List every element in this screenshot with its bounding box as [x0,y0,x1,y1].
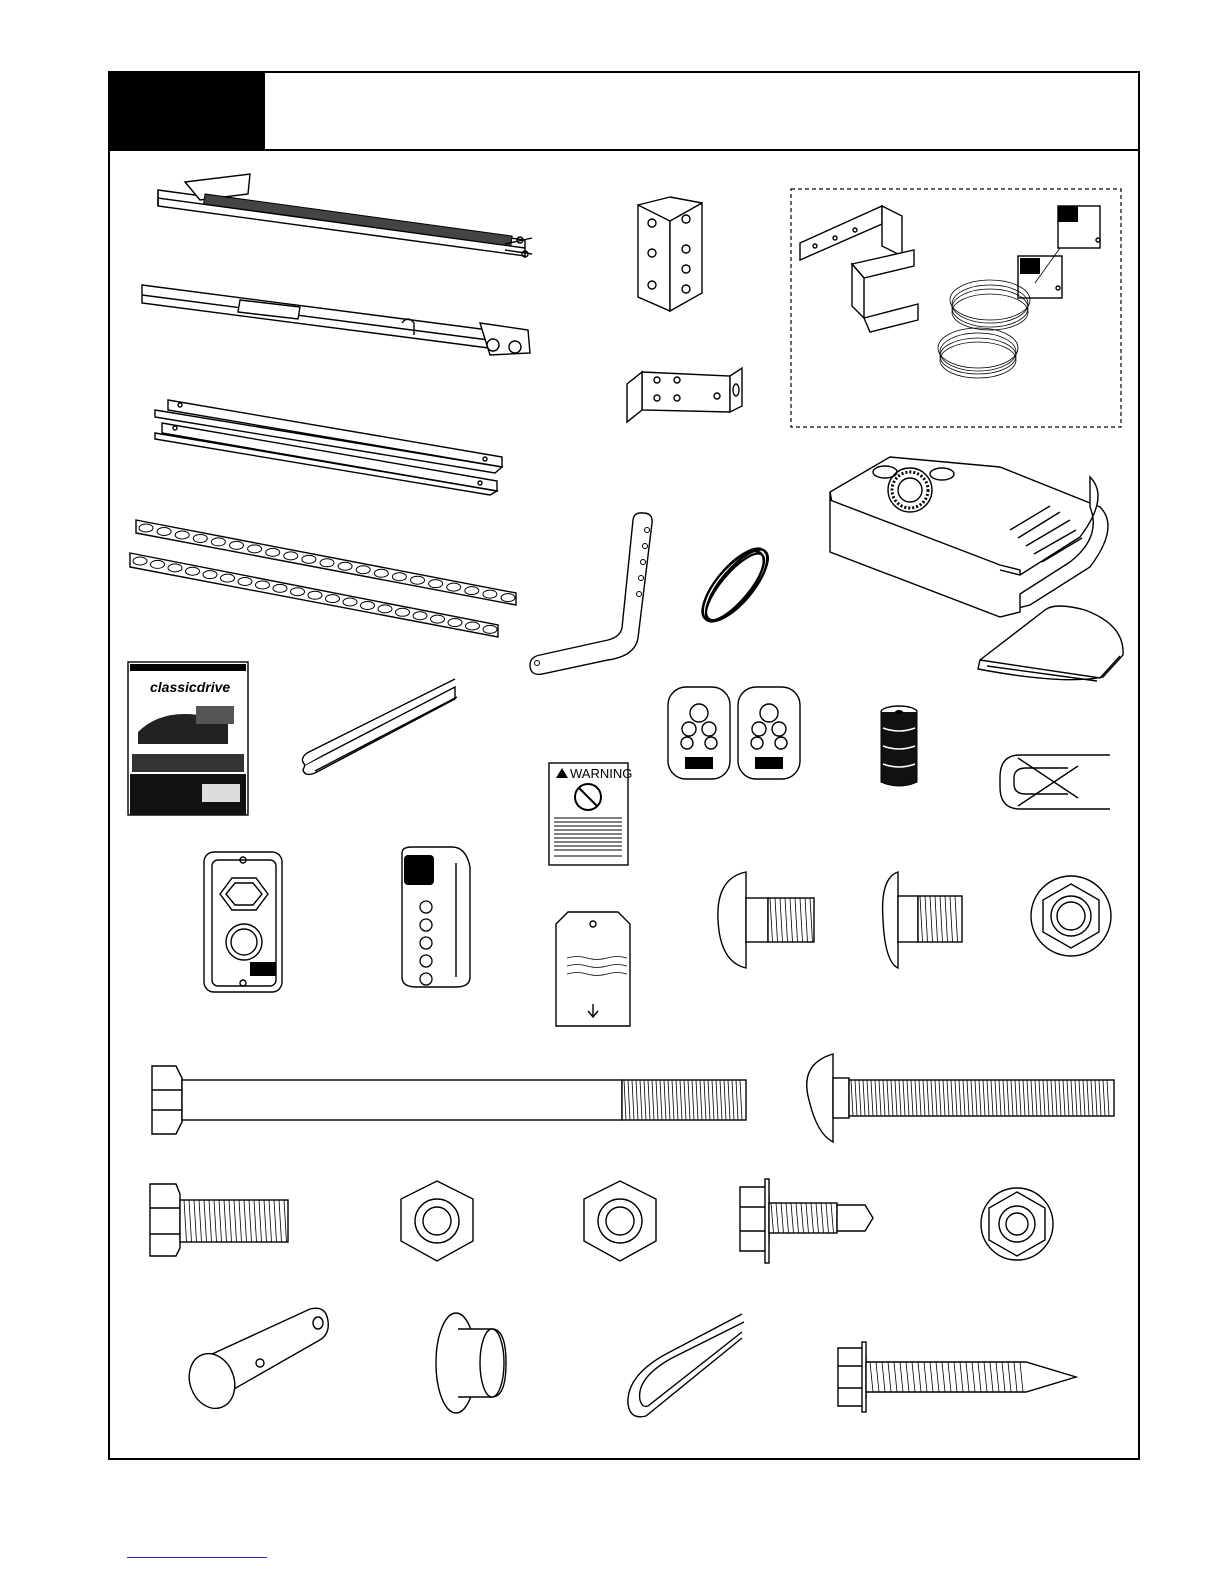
strap-hole [291,588,305,596]
wire-clip-icon [998,752,1116,812]
warning-decal-icon [548,762,633,867]
carriage-bolt-short-icon [718,868,823,973]
rail-front-section-icon [140,168,540,273]
strap-hole [302,555,316,563]
bushing-icon [432,1305,512,1420]
strap-hole [211,538,225,546]
rope-spool-icon [870,700,930,790]
door-bracket-icon [630,193,710,318]
strap-hole [284,552,298,560]
strap-hole [238,578,252,586]
self-drilling-screw-icon [735,1175,875,1267]
flange-nut-icon [1027,870,1117,965]
clevis-pin-icon [188,1305,333,1415]
owners-manual-icon [128,662,250,817]
strap-hole [273,584,287,592]
serrated-nut-icon [975,1180,1060,1270]
strap-hole [392,573,406,581]
lock-nut-a-icon [395,1177,480,1267]
lock-nut-b-icon [578,1177,663,1267]
channel-sleeve-icon [295,683,465,783]
strap-hole [266,548,280,556]
warning-label-text: WARNING [570,766,633,781]
long-carriage-bolt-icon [805,1050,1120,1145]
strap-hole [483,590,497,598]
remote-transmitters-icon [665,685,810,785]
strap-hole [248,545,262,553]
strap-hole [133,557,147,565]
strap-hole [483,625,497,633]
strap-hole [431,615,445,623]
strap-hole [396,608,410,616]
keypad-icon [390,845,475,990]
carriage-bolt-flat-icon [882,868,972,973]
light-lens-cover-icon [975,600,1130,685]
strap-hole [447,583,461,591]
strap-hole [230,541,244,549]
strap-hole [343,598,357,606]
manual-brand-text: classicdrive [150,679,231,695]
lag-screw-icon [834,1340,1084,1415]
angle-iron-pair-icon [150,395,515,495]
safety-sensor-kit-icon [790,188,1122,430]
strap-hole [356,566,370,574]
strap-hole [256,581,270,589]
perforated-hanging-strap-icon [128,515,508,645]
strap-hole [157,527,171,535]
strap-hole [186,567,200,575]
strap-hole [466,622,480,630]
long-hex-bolt-icon [148,1060,753,1142]
strap-hole [429,580,443,588]
hitch-pin-clip-icon [622,1310,752,1422]
strap-hole [203,571,217,579]
strap-hole [221,574,235,582]
strap-hole [411,576,425,584]
strap-hole [378,605,392,613]
footer-link-underline [127,1557,267,1558]
strap-hole [361,601,375,609]
strap-hole [193,534,207,542]
strap-hole [338,562,352,570]
rail-rear-section-icon [140,275,540,370]
hex-bolt-icon [148,1180,293,1262]
curved-door-arm-icon [525,520,660,675]
strap-hole [465,587,479,595]
strap-hole [151,560,165,568]
strap-hole [320,559,334,567]
wall-control-button-icon [202,850,284,995]
release-tag-icon [553,910,633,1028]
strap-hole [175,531,189,539]
strap-hole [374,569,388,577]
strap-hole [326,595,340,603]
strap-hole [413,612,427,620]
strap-hole [139,524,153,532]
strap-hole [501,594,515,602]
strap-hole [308,591,322,599]
bell-wire-coil-icon [680,540,790,635]
strap-hole [448,619,462,627]
header-black-tab [108,71,265,151]
header-bracket-icon [622,362,747,427]
strap-hole [168,564,182,572]
